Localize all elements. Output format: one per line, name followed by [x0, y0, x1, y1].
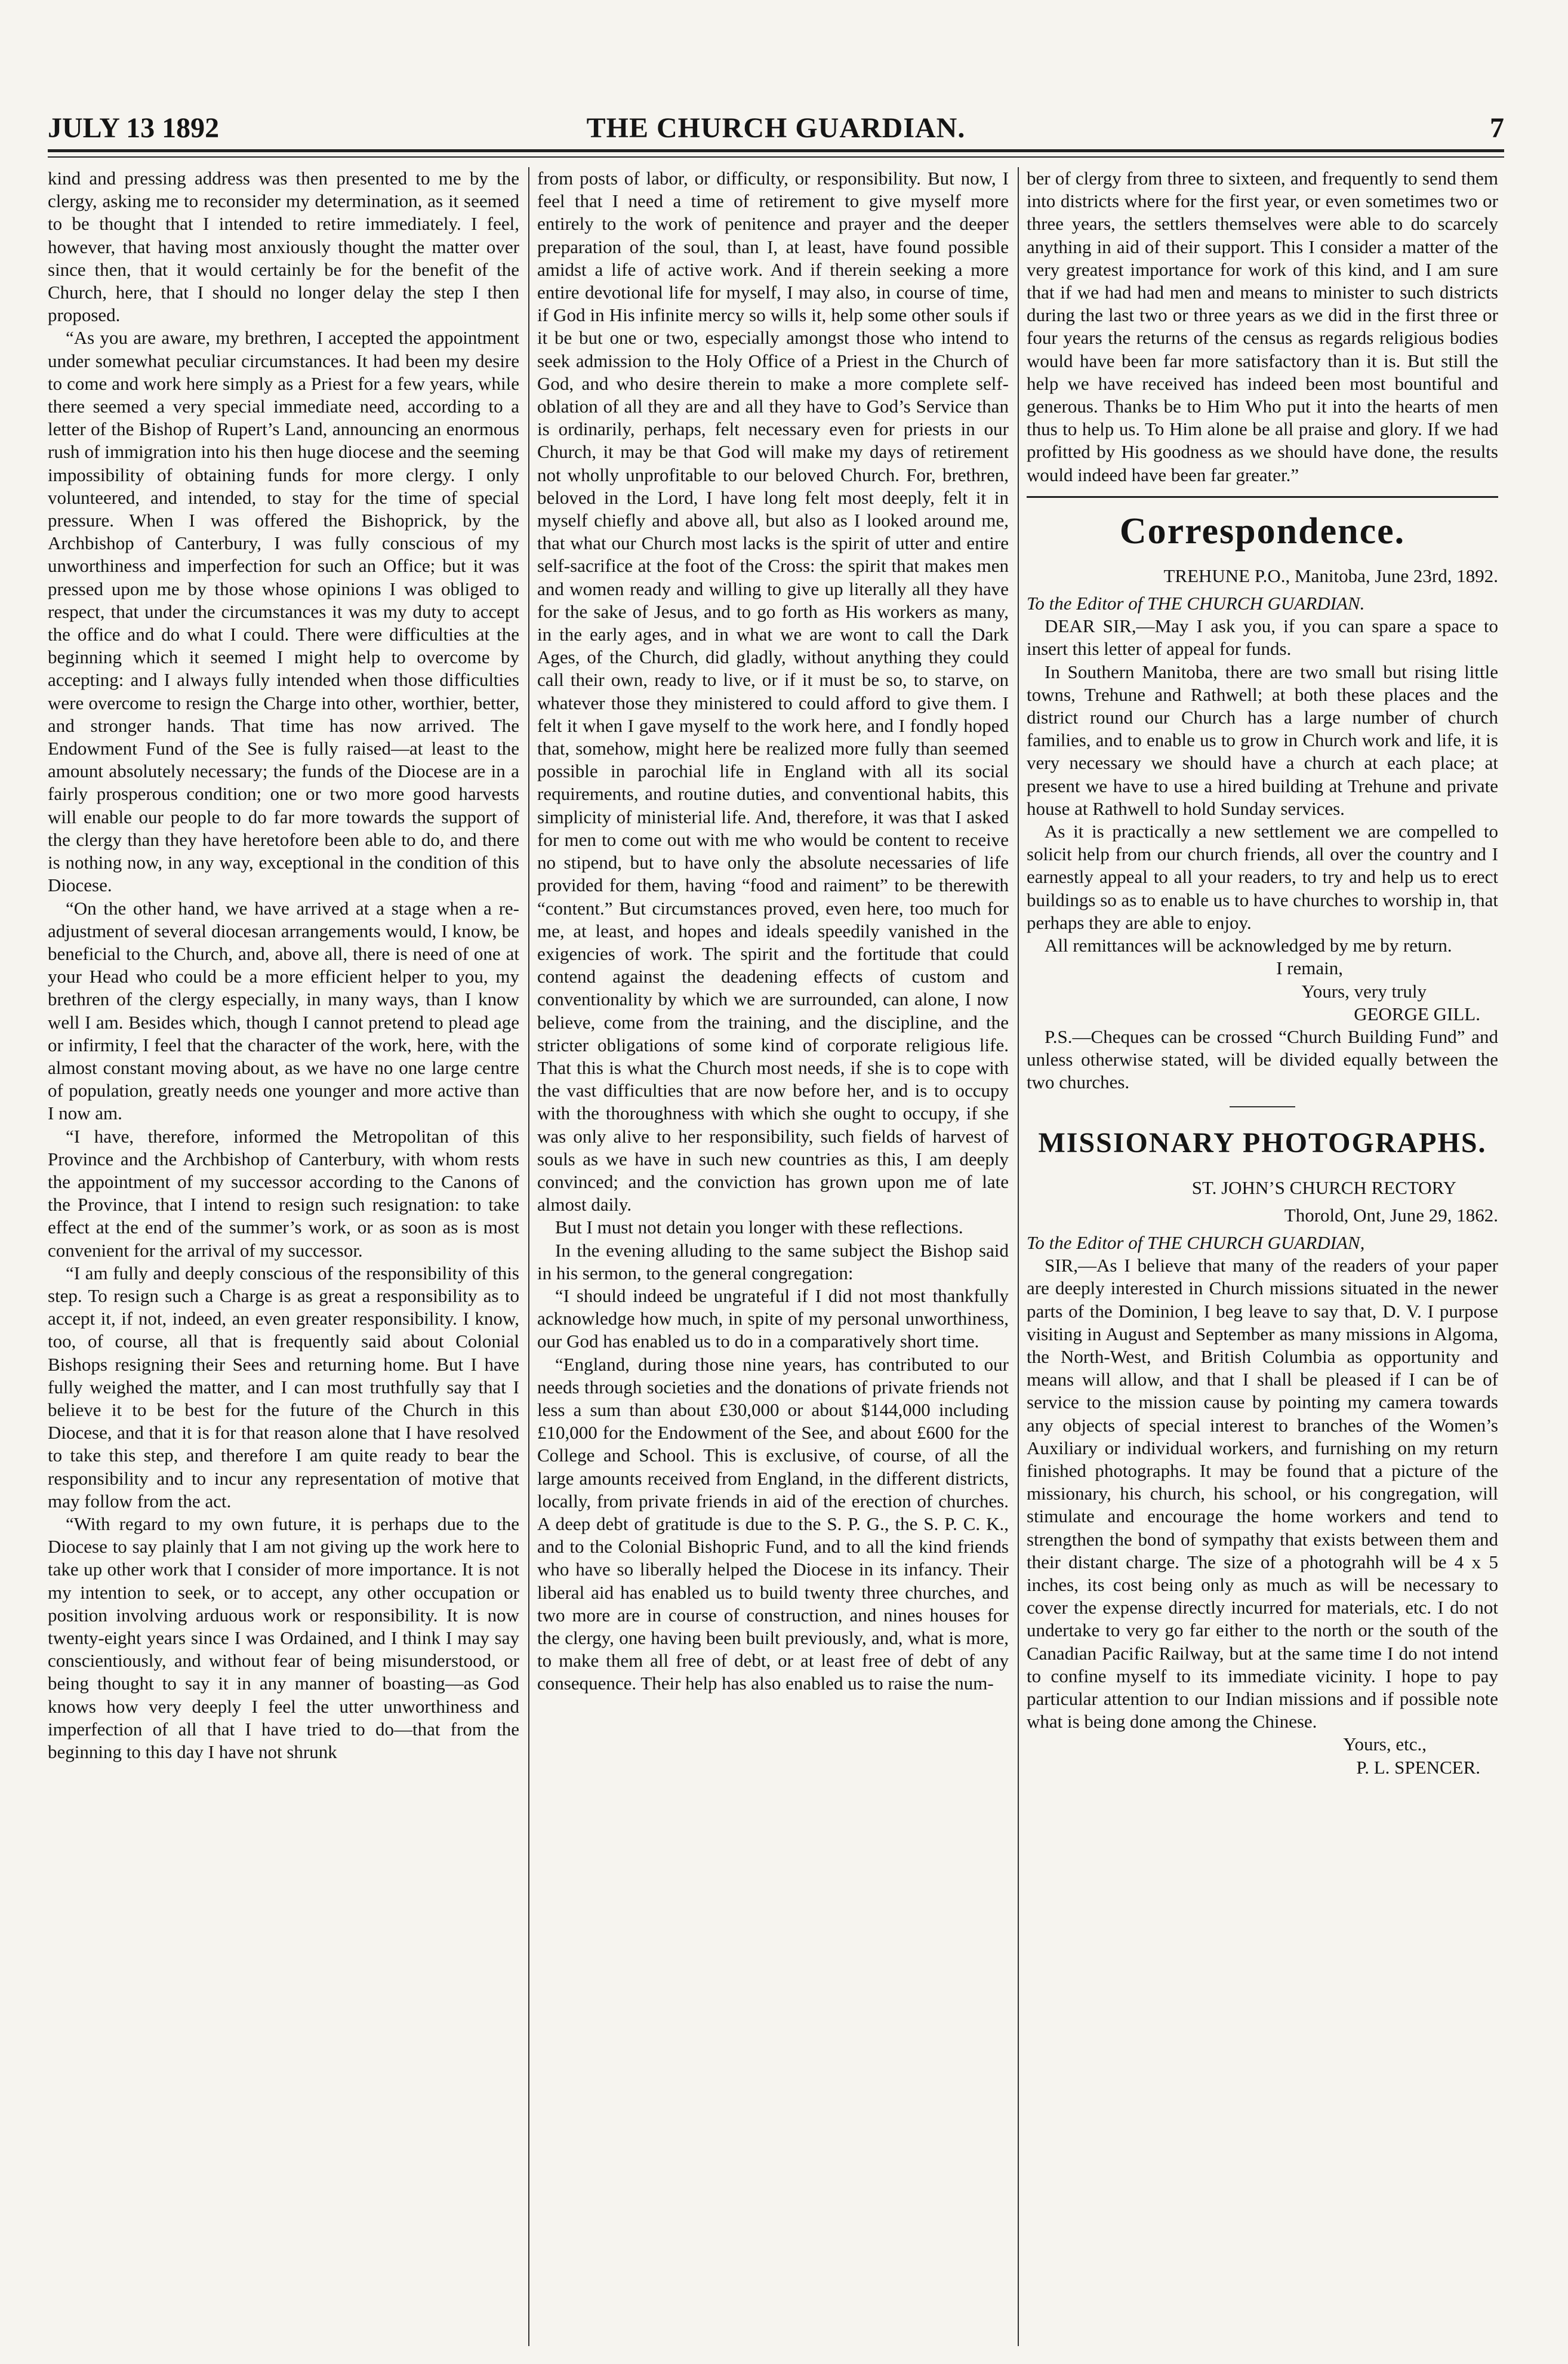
paragraph: “On the other hand, we have arrived at a stage when a re-adjustment of several diocesan arrangements would, I know, be beneficial to the Church, and, above all, there is need of one at your Head who could be a more efficient helper to you, my brethren of the clergy especially, in many ways, than I know well I am. Besides which, though I cannot pretend to plead age or infirmity, I feel that the character of the work, here, with the almost constant moving about, as we have no one large centre of population, greatly needs one younger and more active than I now am.: [48, 897, 519, 1124]
paragraph: DEAR SIR,—May I ask you, if you can spare a space to insert this letter of appeal for funds.: [1027, 615, 1498, 660]
paragraph: As it is practically a new settlement we are compelled to solicit help from our church friends, all over the country and I earnestly appeal to all your readers, to try and help us to erect buildings so as to enable us to have churches to worship in, that perhaps they are able to enjoy.: [1027, 821, 1498, 933]
paragraph: “As you are aware, my brethren, I accepted the appointment under somewhat peculiar circumstances. It had been my desire to come and work here simply as a Priest for a few years, while there seemed a very special immediate need, according to a letter of the Bishop of Rupert’s Land, announcing an enormous rush of immigration into his then huge diocese and the seeming impossibility of obtaining funds for more clergy. I only volunteered, and intended, to stay for the time of special pressure. When I was offered the Bishoprick, by the Archbishop of Canterbury, I was fully conscious of my unworthiness and imperfection for such an Office; but it was pressed upon me by those whose opinions I was obliged to respect, that under the circumstances it was my duty to accept the office and do what I could. There were difficulties at the beginning which it seemed I might help to overcome by accepting: and I always fully intended when those difficulties were overcome to resign the Charge into other, worthier, better, and stronger hands. That time has now arrived. The Endowment Fund of the See is fully raised—at least to the amount absolutely necessary; the funds of the Diocese are in a fairly prosperous condition; one or two more good harvests will enable our people to do far more towards the support of the clergy than they have heretofore been able to do, and there is nothing now, in any way, exceptional in the condition of this Diocese.: [48, 327, 519, 896]
divider-ornament: [1230, 1106, 1295, 1107]
letter-dateline: Thorold, Ont, June 29, 1862.: [1284, 1204, 1498, 1226]
paragraph: ber of clergy from three to sixteen, and frequently to send them into districts where for the first year, or even sometimes two or three years, the settlers themselves were able to do scarcely anything in aid of their support. This I consider a matter of the very greatest importance for work of this kind, and I am sure that if we had had men and means to minister to such districts during the last two or three years as we did in the first three or four years the returns of the census as regards religious bodies would have been far more satisfactory than it is. But still the help we have received has indeed been most bountiful and generous. Thanks be to Him Who put it into the hearts of men thus to help us. To Him alone be all praise and glory. If we had profitted by His goodness as we should have done, the results would indeed have been far greater.”: [1027, 168, 1498, 485]
paragraph: from posts of labor, or difficulty, or responsibility. But now, I feel that I need a time of retirement to give myself more entirely to the work of penitence and prayer and the deeper preparation of the soul, than I, at least, have found possible amidst a life of active work. And if therein seeking a more entire devotional life for myself, I may also, in course of time, if God in His infinite mercy so wills it, help some other souls if it be but one or two, especially amongst those who intend to seek admission to the Holy Office of a Priest in the Church of God, and who desire therein to make a more complete self-oblation of all they are and all they have to God’s Service than is ordinarily, perhaps, felt necessary even for priests in our Church, it may be that God will make my days of retirement not wholly unprofitable to our beloved Church. For, brethren, beloved in the Lord, I have long felt most deeply, felt it in myself chiefly and above all, but also as I looked around me, that what our Church most lacks is the spirit of utter and entire self-sacrifice at the foot of the Cross: the spirit that makes men and women ready and willing to give up literally all they have for the sake of Jesus, and to go forth as His workers as many, in the early ages, and in what we are wont to call the Dark Ages, of the Church, did gladly, without anything they could call their own, ready to live, or if it must be so, to starve, on whatever those they ministered to could afford to give them. I felt it when I gave myself to the work here, and I fondly hoped that, somehow, might here be realized more fully than seemed possible in parochial life in England with all its social requirements, and routine duties, and conventional habits, this simplicity of ministerial life. And, therefore, it was that I asked for men to come out with me who would be content to receive no stipend, but to have only the absolute necessaries of life provided for them, having “food and raiment” to be therewith “content.” But circumstances proved, even here, too much for me, at least, and hopes and ideals speedily vanished in the exigencies of work. The spirit and the fortitude that could contend against the deadening effects of custom and conventionality by which we are surrounded, can alone, I now believe, come from the training, and the discipline, and the stricter obligations of some kind of corporate religious life. That this is what the Church most needs, if she is to cope with the vast difficulties that are now before her, and is to occupy with the thoroughness with which she ought to occupy, if she was only alive to her responsibility, such fields of harvest of souls as we have in such new countries as this, I am deeply convinced; and the conviction has grown upon me of late almost daily.: [537, 168, 1009, 1215]
page-header: [48, 107, 1504, 149]
paragraph: In the evening alluding to the same subject the Bishop said in his sermon, to the general congregation:: [537, 1239, 1009, 1283]
letter-dateline: TREHUNE P.O., Manitoba, June 23rd, 1892.: [1163, 565, 1498, 586]
header-rule-thick: [48, 149, 1504, 152]
column-divider: [1018, 167, 1019, 2346]
header-rule-thin: [48, 156, 1504, 158]
paragraph: But I must not detain you longer with these reflections.: [555, 1217, 963, 1238]
postscript: P.S.—Cheques can be crossed “Church Building Fund” and unless otherwise stated, will be divided equally between the two churches.: [1027, 1026, 1498, 1093]
paragraph: “I have, therefore, informed the Metropolitan of this Province and the Archbishop of Canterbury, with whom rests the appointment of my successor according to the Canons of the Province, that I intend to resign such resignation: to take effect at the end of the summer’s work, or as soon as is most convenient for the arrival of my successor.: [48, 1125, 519, 1261]
column-1: [48, 167, 519, 2346]
paragraph: “With regard to my own future, it is perhaps due to the Diocese to say plainly that I am not giving up the work here to take up other work that I consider of more importance. It is not my intention to seek, or to accept, any other occupation or position involving arduous work or responsibility. It is now twenty-eight years since I was Ordained, and I think I may say conscientiously, and without fear of being misunderstood, or being thought to say it in any manner of boasting—as God knows how very deeply I feel the utter unworthiness and imperfection of all that I have tried to do—that from the beginning to this day I have not shrunk: [48, 1513, 519, 1763]
paragraph: “I should indeed be ungrateful if I did not most thankfully acknowledge how much, in spite of my personal unworthiness, our God has enabled us to do in a comparatively short time.: [537, 1285, 1009, 1352]
letter-closing: Yours, very truly: [1301, 980, 1427, 1002]
letter-signature: P. L. SPENCER.: [1356, 1756, 1480, 1778]
column-divider: [528, 167, 529, 2346]
column-3: [1027, 167, 1498, 2346]
correspondence-heading: Correspondence.: [1119, 510, 1406, 552]
letter-closing: Yours, etc.,: [1343, 1734, 1427, 1755]
issue-date: JULY 13 1892: [48, 112, 220, 144]
letter-addressee: To the Editor of THE CHURCH GUARDIAN,: [1027, 1232, 1365, 1253]
paragraph: In Southern Manitoba, there are two small but rising little towns, Trehune and Rathwell; at both these places and the district round our Church has a large number of church families, and to enable us to grow in Church work and life, it is very necessary we should have a church at each place; at present we have to use a hired building at Trehune and private house at Rathwell to hold Sunday services.: [1027, 661, 1498, 819]
paragraph: “England, during those nine years, has contributed to our needs through societies and the donations of private friends not less a sum than about £30,000 or about $144,000 including £10,000 for the Endowment of the See, and about £600 for the College and School. This is exclusive, of course, of all the large amounts received from England, in the different districts, locally, from private friends in aid of the erection of churches. A deep debt of gratitude is due to the S. P. G., the S. P. C. K., and to the Colonial Bishopric Fund, and to all the kind friends who have so liberally helped the Diocese in its infancy. Their liberal aid has enabled us to build twenty three churches, and two more are in course of construction, and nines houses for the clergy, one having been built previously, and, what is more, to make them all free of debt, or at least free of debt of any consequence. Their help has also enabled us to raise the num-: [537, 1353, 1009, 1694]
paragraph: “I am fully and deeply conscious of the responsibility of this step. To resign such a Charge is as great a responsibility as to accept it, if not, indeed, an even greater responsibility. I know, too, of course, all that is frequently said about Colonial Bishops resigning their Sees and returning home. But I have fully weighed the matter, and I can most truthfully say that I believe it to be best for the future of the Church in this Diocese, and that it is for that reason alone that I have resolved to take this step, and therefore I am quite ready to bear the responsibility and to incur any representation of motive that may follow from the act.: [48, 1262, 519, 1512]
paragraph: All remittances will be acknowledged by me by return.: [1045, 935, 1452, 956]
column-2: [537, 167, 1009, 2346]
letter-closing: I remain,: [1276, 958, 1343, 979]
letter-dateline: ST. JOHN’S CHURCH RECTORY: [1191, 1177, 1456, 1198]
missionary-heading: MISSIONARY PHOTOGRAPHS.: [1038, 1126, 1487, 1159]
letter-signature: GEORGE GILL.: [1354, 1003, 1480, 1024]
section-rule: [1027, 496, 1498, 498]
paragraph: SIR,—As I believe that many of the readers of your paper are deeply interested in Church missions situated in the newer parts of the Dominion, I beg leave to say that, D. V. I purpose visiting in August and September as many missions in Algoma, the North-West, and British Columbia as opportunity and means will allow, and that I shall be pleased if I can be of service to the mission cause by pointing my camera towards any objects of special interest to branches of the Women’s Auxiliary or individual workers, and furnishing on my return finished photographs. It may be found that a picture of the missionary, his church, his school, or his congregation, will stimulate and encourage the home workers and tend to strengthen the bond of sympathy that exists between them and their distant charge. The size of a photograhh will be 4 x 5 inches, its cost being only as much as will be necessary to cover the expense directly incurred for materials, etc. I do not undertake to very go far either to the north or the south of the Canadian Pacific Railway, but at the same time I do not intend to confine myself to its immediate vicinity. I hope to pay particular attention to our Indian missions and if possible note what is being done among the Chinese.: [1027, 1255, 1498, 1732]
paragraph: kind and pressing address was then presented to me by the clergy, asking me to reconsider my determination, as it seemed to be thought that I intended to retire immediately. I feel, however, that having most anxiously thought the matter over since then, that it would certainly be for the benefit of the Church, here, that I should no longer delay the step I then proposed.: [48, 168, 519, 326]
newspaper-title: THE CHURCH GUARDIAN.: [586, 112, 966, 144]
letter-addressee: To the Editor of THE CHURCH GUARDIAN.: [1027, 593, 1365, 614]
page-number: 7: [1490, 112, 1504, 144]
